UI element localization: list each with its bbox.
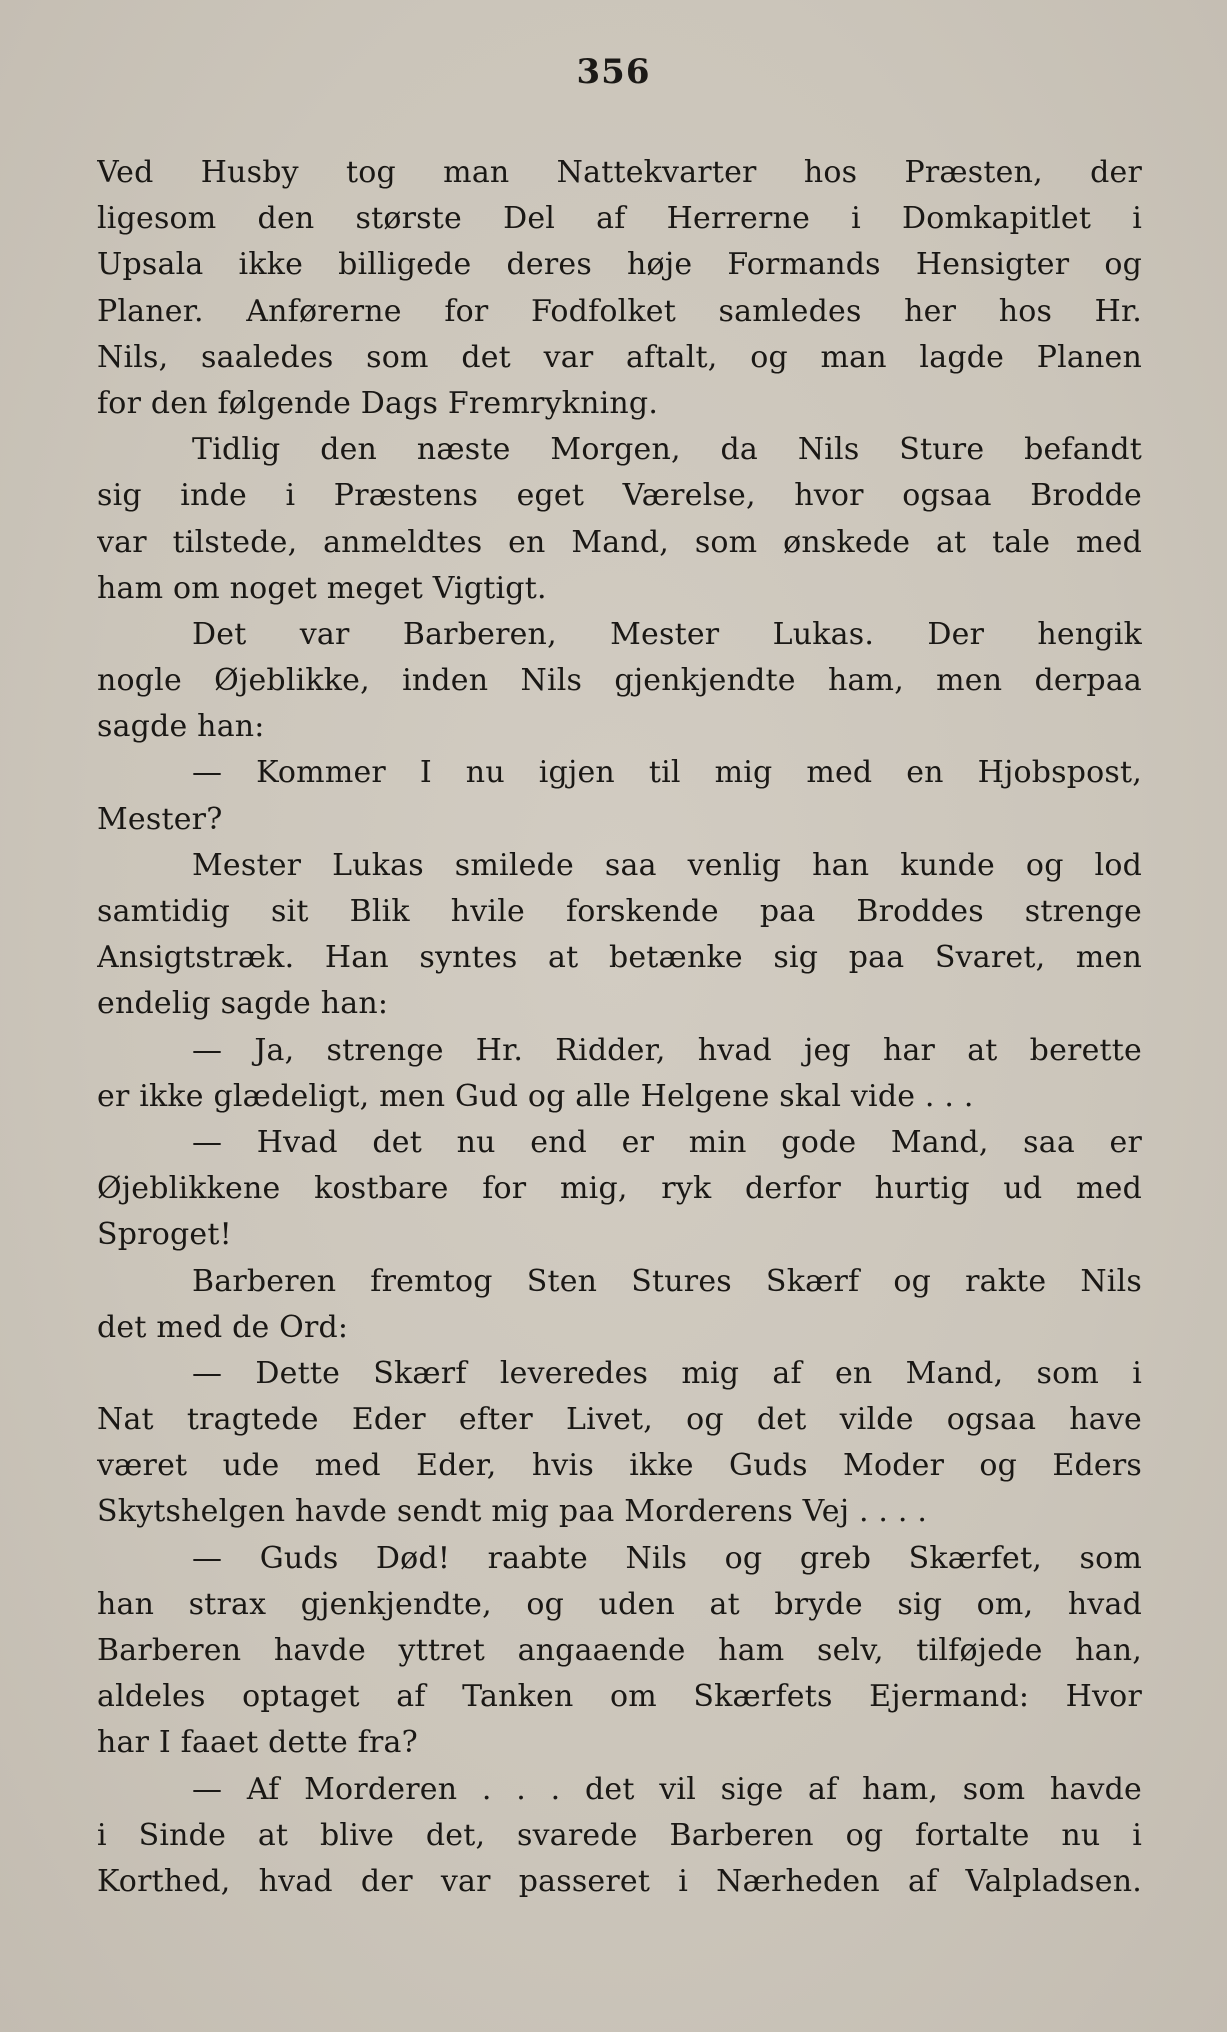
text-line: sagde han: (97, 709, 265, 745)
text-line: i Sinde at blive det, svarede Barberen og fortalte nu i (97, 1817, 1142, 1853)
text-line: — Kommer I nu igjen til mig med en Hjobspost, (192, 755, 1142, 791)
text-line: for den følgende Dags Fremrykning. (97, 385, 659, 421)
text-line: Planer. Anførerne for Fodfolket samledes her hos Hr. (97, 293, 1142, 329)
text-line: ham om noget meget Vigtigt. (97, 570, 547, 606)
text-line: var tilstede, anmeldtes en Mand, som ønskede at tale med (97, 524, 1142, 560)
text-line: er ikke glædeligt, men Gud og alle Helgene skal vide . . . (97, 1078, 974, 1114)
text-line: Ved Husby tog man Nattekvarter hos Præsten, der (97, 155, 1142, 190)
text-line: Mester? (97, 801, 223, 837)
text-line: Barberen havde yttret angaaende ham selv, tilføjede han, (97, 1633, 1142, 1668)
text-line: Ansigtstræk. Han syntes at betænke sig paa Svaret, men (97, 940, 1142, 976)
text-line: Upsala ikke billigede deres høje Formands Hensigter og (97, 247, 1142, 283)
text-line: — Guds Død! raabte Nils og greb Skærfet, som (192, 1540, 1142, 1576)
text-line: han strax gjenkjendte, og uden at bryde sig om, hvad (97, 1586, 1142, 1622)
body-text (97, 150, 1142, 1905)
text-line: har I faaet dette fra? (97, 1725, 418, 1761)
text-line: været ude med Eder, hvis ikke Guds Moder og Eders (97, 1448, 1142, 1484)
text-line: — Ja, strenge Hr. Ridder, hvad jeg har at berette (192, 1032, 1142, 1068)
text-line: Nils, saaledes som det var aftalt, og man lagde Planen (97, 339, 1142, 375)
text-line: Det var Barberen, Mester Lukas. Der hengik (192, 616, 1142, 652)
text-line: samtidig sit Blik hvile forskende paa Broddes strenge (97, 894, 1142, 929)
text-line: — Dette Skærf leveredes mig af en Mand, som i (192, 1355, 1142, 1391)
text-line: Mester Lukas smilede saa venlig han kunde og lod (192, 847, 1142, 883)
text-line: aldeles optaget af Tanken om Skærfets Ejermand: Hvor (97, 1679, 1142, 1715)
text-line: Nat tragtede Eder efter Livet, og det vilde ogsaa have (97, 1402, 1142, 1438)
text-line: det med de Ord: (97, 1309, 349, 1345)
page-number: 356 (576, 52, 651, 92)
text-line: sig inde i Præstens eget Værelse, hvor ogsaa Brodde (97, 478, 1142, 514)
text-line: endelig sagde han: (97, 986, 389, 1022)
text-line: — Af Morderen . . . det vil sige af ham, som havde (192, 1771, 1142, 1807)
text-line: Tidlig den næste Morgen, da Nils Sture befandt (192, 432, 1142, 468)
text-line: ligesom den største Del af Herrerne i Domkapitlet i (97, 201, 1142, 237)
text-line: Barberen fremtog Sten Stures Skærf og rakte Nils (192, 1263, 1142, 1299)
text-line: Øjeblikkene kostbare for mig, ryk derfor hurtig ud med (97, 1171, 1142, 1207)
text-line: nogle Øjeblikke, inden Nils gjenkjendte ham, men derpaa (97, 663, 1142, 699)
text-line: — Hvad det nu end er min gode Mand, saa er (192, 1124, 1142, 1160)
text-line: Sproget! (97, 1217, 232, 1253)
text-line: Skytshelgen havde sendt mig paa Morderens Vej . . . . (97, 1494, 928, 1530)
text-line: Korthed, hvad der var passeret i Nærheden af Valpladsen. (97, 1863, 1142, 1899)
